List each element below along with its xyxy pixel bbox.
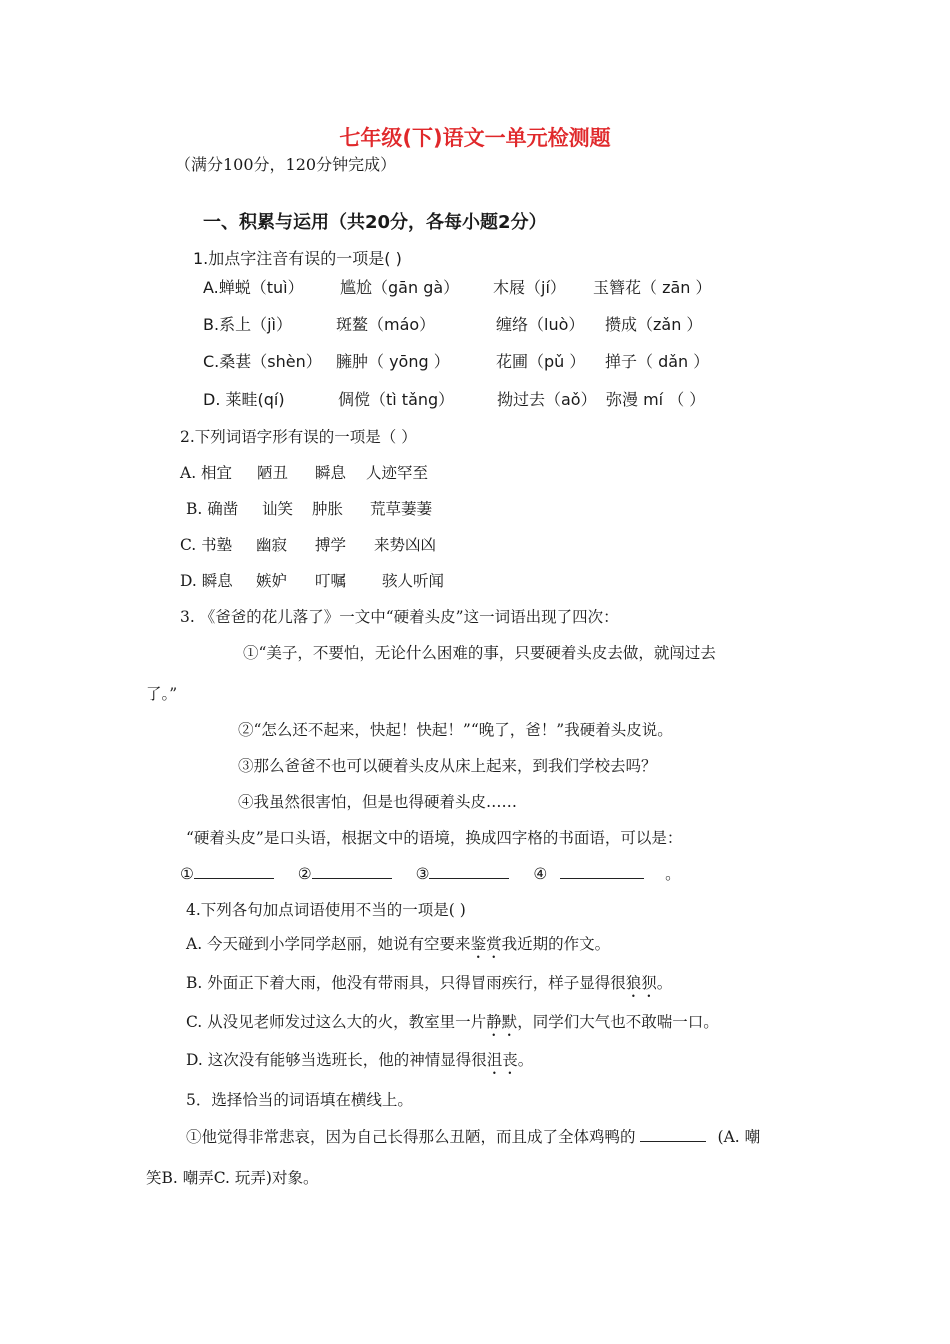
q4-d-text: D. 这次没有能够当选班长，他的神情显得很 [186,1051,487,1069]
q5-line-1 [186,1125,760,1147]
q3-sentence-1a: ①“美子，不要怕，无论什么困难的事，只要硬着头皮去做，就闯过去 [243,644,716,662]
q4-b-key: 狼狈 [625,974,657,992]
q2-b-3: 肿胀 [312,500,344,518]
q4-option-d [186,1048,533,1078]
q2-a-1: A. 相宜 [180,464,233,482]
answer-blank-3[interactable] [429,864,509,879]
q1-c-2: 臃肿（ yōng ） [336,352,450,371]
q2-b-1: B. 确凿 [186,500,239,518]
q4-c-key: 静默 [486,1013,518,1031]
q1-d-1: D. 莱畦(qí) [203,390,285,409]
q2-d-4: 骇人听闻 [382,572,445,590]
q4-b-text: B. 外面正下着大雨，他没有带雨具，只得冒雨疾行，样子显得很 [186,974,626,992]
q2-a-2: 陋丑 [257,464,289,482]
q4-option-b [186,971,672,1001]
q1-a-4: 玉簪花（ zān ） [593,278,712,297]
q3-sentence-2: ②“怎么还不起来，快起！快起！”“晚了，爸！”我硬着头皮说。 [238,721,673,739]
blank-3-label: ③ [415,865,430,883]
q1-d-4: 弥漫 mí （ ） [606,390,706,409]
q4-c-tail: ，同学们大气也不敢喘一口。 [517,1013,719,1031]
blank-4-label: ④ [533,865,548,883]
page-title: 七年级(下)语文一单元检测题 [339,126,611,150]
q2-d-1: D. 瞬息 [180,572,233,590]
q1-c-4: 掸子（ dǎn ） [605,352,710,371]
q1-stem: 1.加点字注音有误的一项是( ) [193,249,402,268]
q5-l1-tail: (A. 嘲 [717,1128,761,1146]
q2-c-2: 幽寂 [256,536,288,554]
answer-blank-2[interactable] [312,864,392,879]
q4-a-tail: 我近期的作文。 [501,935,611,953]
section-heading: 一、积累与运用（共20分，各每小题2分） [203,212,547,233]
q1-b-3: 缠络（luò） [496,315,585,334]
q4-a-text: A. 今天碰到小学同学赵丽，她说有空要来 [186,935,471,953]
q2-d-3: 叮嘱 [315,572,347,590]
q4-option-c [186,1010,719,1040]
q5-line-2: 笑B. 嘲弄C. 玩弄)对象。 [146,1169,319,1187]
q2-d-2: 嫉妒 [256,572,288,590]
blank-1-label: ① [180,865,194,883]
q1-a-1: A.蝉蜕（tuì） [203,278,304,297]
q1-b-1: B.系上（jì） [203,315,292,334]
blank-2-label: ② [297,865,312,883]
q2-stem: 2.下列词语字形有误的一项是（ ） [180,428,417,446]
answer-blank-4[interactable] [560,864,644,879]
q5-stem: 5．选择恰当的词语填在横线上。 [186,1091,413,1109]
q4-c-text: C. 从没见老师发过这么大的火，教室里一片 [186,1013,487,1031]
q4-a-key: 鉴赏 [470,935,502,953]
q3-sentence-4: ④我虽然很害怕，但是也得硬着头皮…… [238,793,518,811]
q5-answer-blank[interactable] [640,1127,706,1142]
score-note: （满分100分，120分钟完成） [175,155,397,174]
q3-note: “硬着头皮”是口头语，根据文中的语境，换成四字格的书面语，可以是： [186,829,683,847]
q1-a-2: 尴尬（gān gà） [340,278,460,297]
q4-b-tail: 。 [656,974,673,992]
blanks-end: 。 [665,865,681,883]
q3-stem: 3. 《爸爸的花儿落了》一文中“硬着头皮”这一词语出现了四次： [180,608,619,626]
q4-d-key: 沮丧 [486,1051,518,1069]
q5-l1-text: ①他觉得非常悲哀，因为自己长得那么丑陋，而且成了全体鸡鸭的 [186,1128,636,1146]
q1-d-2: 倜傥（tì tǎng） [338,390,455,409]
q2-b-4: 荒草萋萋 [370,500,433,518]
q4-stem: 4.下列各句加点词语使用不当的一项是( ) [186,901,466,919]
answer-blank-1[interactable] [194,864,274,879]
q2-a-4: 人迹罕至 [366,464,429,482]
q1-c-1: C.桑葚（shèn） [203,352,322,371]
q1-c-3: 花圃（pǔ ） [496,352,586,371]
q1-d-3: 拗过去（aǒ） [497,390,597,409]
q2-a-3: 瞬息 [315,464,347,482]
q1-a-3: 木屐（jí） [493,278,566,297]
q1-b-2: 斑鳌（máo） [336,315,436,334]
q3-blanks [180,862,681,884]
q4-d-tail: 。 [517,1051,534,1069]
q4-option-a [186,932,610,962]
q1-b-4: 攒成（zǎn ） [605,315,703,334]
q3-sentence-1b: 了。” [146,685,178,703]
q2-c-3: 搏学 [315,536,347,554]
q2-c-4: 来势凶凶 [374,536,437,554]
q3-sentence-3: ③那么爸爸不也可以硬着头皮从床上起来，到我们学校去吗？ [238,757,657,775]
q2-b-2: 讪笑 [262,500,294,518]
q2-c-1: C. 书塾 [180,536,233,554]
